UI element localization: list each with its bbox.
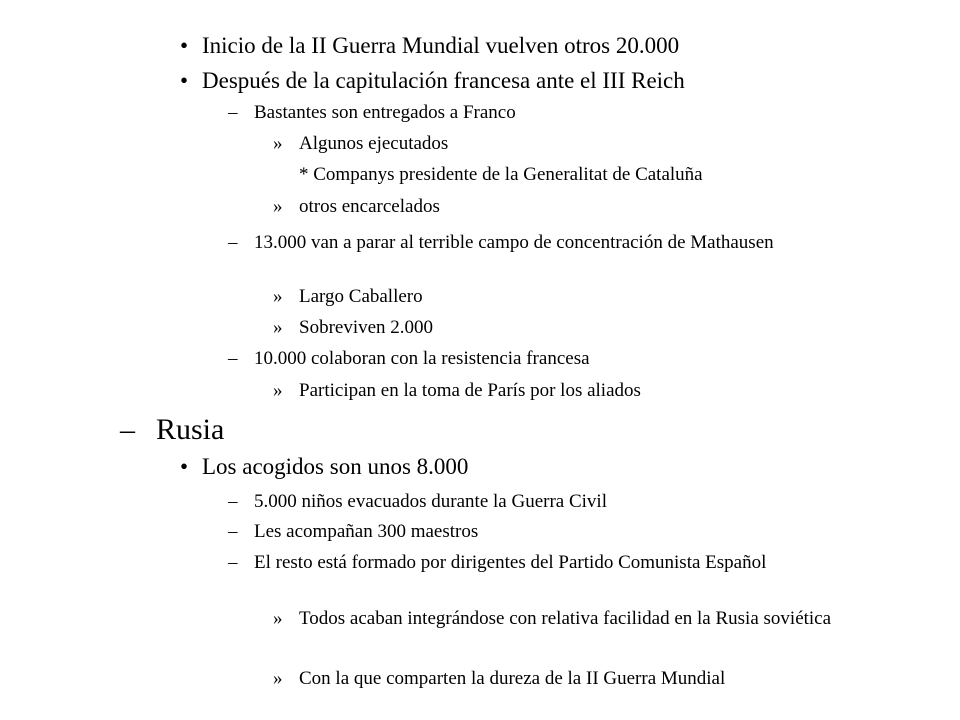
- sub-note: [299, 163, 859, 187]
- sub-text: Largo Caballero: [299, 286, 423, 307]
- dash-marker: –: [228, 232, 238, 253]
- section-heading: [120, 412, 556, 448]
- dash-marker: –: [228, 102, 238, 123]
- bullet-marker: •: [180, 68, 189, 93]
- sub-item: [273, 195, 859, 219]
- sub-text: Sobreviven 2.000: [299, 317, 434, 338]
- sub-text: Todos acaban integrándose con relativa facilidad en la Rusia soviética: [299, 608, 832, 629]
- bullet-text: Después de la capitulación francesa ante el III Reich: [202, 68, 685, 93]
- section-title: Rusia: [156, 413, 225, 446]
- sub-text: Con la que comparten la dureza de la II Guerra Mundial: [299, 668, 726, 689]
- sub-text: Algunos ejecutados: [299, 133, 449, 154]
- sub-item: [273, 132, 859, 156]
- bullet-item: [180, 32, 802, 60]
- guillemet-marker: »: [273, 380, 283, 401]
- dash-item: [228, 551, 834, 575]
- dash-item: [228, 520, 824, 544]
- guillemet-marker: »: [273, 317, 283, 338]
- guillemet-marker: »: [273, 196, 283, 217]
- sub-text: Participan en la toma de París por los aliados: [299, 380, 641, 401]
- dash-marker: –: [228, 552, 238, 573]
- dash-marker: –: [228, 521, 238, 542]
- sub-item: [273, 316, 859, 340]
- dash-text: Bastantes son entregados a Franco: [254, 102, 516, 123]
- dash-text: Les acompañan 300 maestros: [254, 521, 479, 542]
- guillemet-marker: »: [273, 608, 283, 629]
- note-text: * Companys presidente de la Generalitat de Cataluña: [299, 164, 703, 185]
- dash-item: [228, 347, 824, 371]
- dash-marker: –: [228, 491, 238, 512]
- bullet-item: [180, 67, 802, 95]
- sub-item: [273, 667, 879, 691]
- guillemet-marker: »: [273, 286, 283, 307]
- bullet-text: Inicio de la II Guerra Mundial vuelven otros 20.000: [202, 33, 680, 58]
- dash-item: [228, 490, 824, 514]
- bullet-marker: •: [180, 33, 189, 58]
- dash-marker: –: [120, 413, 135, 446]
- bullet-marker: •: [180, 454, 189, 479]
- bullet-text: Los acogidos son unos 8.000: [202, 454, 469, 479]
- guillemet-marker: »: [273, 668, 283, 689]
- sub-item: [273, 379, 859, 403]
- dash-item: [228, 101, 824, 125]
- dash-item: [228, 231, 834, 255]
- dash-text: 5.000 niños evacuados durante la Guerra Civil: [254, 491, 607, 512]
- guillemet-marker: »: [273, 133, 283, 154]
- sub-item: [273, 285, 859, 309]
- sub-text: otros encarcelados: [299, 196, 440, 217]
- dash-marker: –: [228, 348, 238, 369]
- sub-item: [273, 607, 859, 631]
- dash-text: 10.000 colaboran con la resistencia francesa: [254, 348, 590, 369]
- dash-text: El resto está formado por dirigentes del Partido Comunista Español: [254, 552, 767, 573]
- bullet-item: [180, 453, 802, 481]
- dash-text: 13.000 van a parar al terrible campo de concentración de Mathausen: [254, 232, 774, 253]
